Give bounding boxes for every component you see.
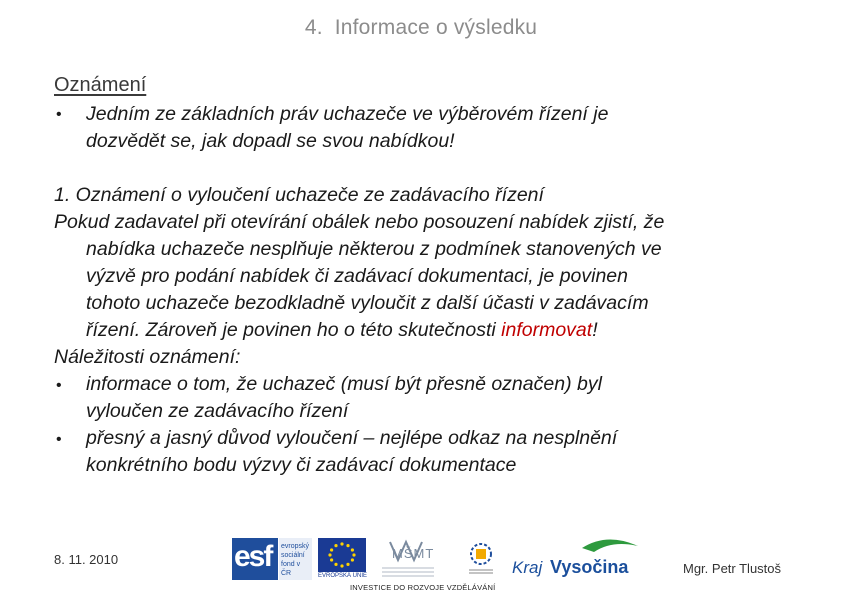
- esf-logo-text: esf: [234, 540, 272, 573]
- kraj-vysocina-logo: [512, 536, 642, 580]
- bullet-marker: •: [56, 377, 62, 394]
- regional-emblem-logo: [464, 540, 498, 578]
- requirement-2-line-2: konkrétního bodu výzvy či zadávací dokumentace: [86, 454, 517, 476]
- requirement-2-line-1: přesný a jasný důvod vyloučení – nejlépe odkaz na nesplnění: [86, 427, 618, 449]
- exclusion-para-line-1: Pokud zadavatel při otevírání obálek nebo posouzení nabídek zjistí, že: [54, 211, 665, 233]
- exclusion-para-line-3: výzvě pro podání nabídek či zadávací dokumentaci, je povinen: [86, 265, 629, 287]
- exclusion-para-line-5: [86, 317, 598, 344]
- slide-title-number: 4.: [304, 16, 323, 39]
- notice-line-2: dozvědět se, jak dopadl se svou nabídkou!: [86, 130, 455, 152]
- regional-emblem-icon: [464, 540, 498, 578]
- requirement-1-line-2: vyloučen ze zadávacího řízení: [86, 400, 349, 422]
- msmt-text: MŠMT: [392, 546, 435, 561]
- footer-date: 8. 11. 2010: [54, 552, 119, 567]
- exclusion-para-line-4: tohoto uchazeče bezodkladně vyloučit z další účasti v zadávacím: [86, 292, 649, 314]
- requirement-1-line-1: informace o tom, že uchazeč (musí být přesně označen) byl: [86, 373, 602, 395]
- esf-caption-line: evropský: [281, 543, 310, 550]
- investment-slogan: INVESTICE DO ROZVOJE VZDĚLÁVÁNÍ: [350, 583, 496, 592]
- highlight-informovat: informovat: [501, 319, 593, 341]
- esf-caption: [281, 542, 312, 578]
- partner-logos: [232, 532, 642, 594]
- eu-caption: EVROPSKÁ UNIE: [318, 573, 368, 579]
- esf-caption-line: fond v ČR: [281, 561, 301, 577]
- exclusion-last-suffix: !: [592, 319, 598, 341]
- notice-heading: Oznámení: [54, 74, 147, 96]
- notice-line-1: Jedním ze základních práv uchazeče ve výběrovém řízení je: [86, 103, 609, 125]
- exclusion-para-line-2: nabídka uchazeče nesplňuje některou z podmínek stanovených ve: [86, 238, 662, 260]
- bullet-marker: •: [56, 106, 62, 123]
- footer-author: Mgr. Petr Tlustoš: [683, 561, 782, 576]
- vysocina-text: Vysočina: [550, 557, 629, 577]
- kraj-text: Kraj: [512, 558, 543, 577]
- eu-flag-logo: [318, 538, 366, 582]
- slide-title: [0, 16, 842, 40]
- bullet-marker: •: [56, 431, 62, 448]
- exclusion-last-prefix: řízení. Zároveň je povinen ho o této skutečnosti: [86, 319, 502, 341]
- exclusion-heading: 1. Oznámení o vyloučení uchazeče ze zadávacího řízení: [54, 184, 544, 206]
- requirements-heading: Náležitosti oznámení:: [54, 346, 241, 368]
- eu-flag-icon: [318, 538, 366, 572]
- slide-title-text: Informace o výsledku: [334, 16, 538, 39]
- msmt-logo: [370, 536, 446, 582]
- esf-logo: [232, 538, 312, 580]
- esf-caption-line: sociální: [281, 552, 305, 559]
